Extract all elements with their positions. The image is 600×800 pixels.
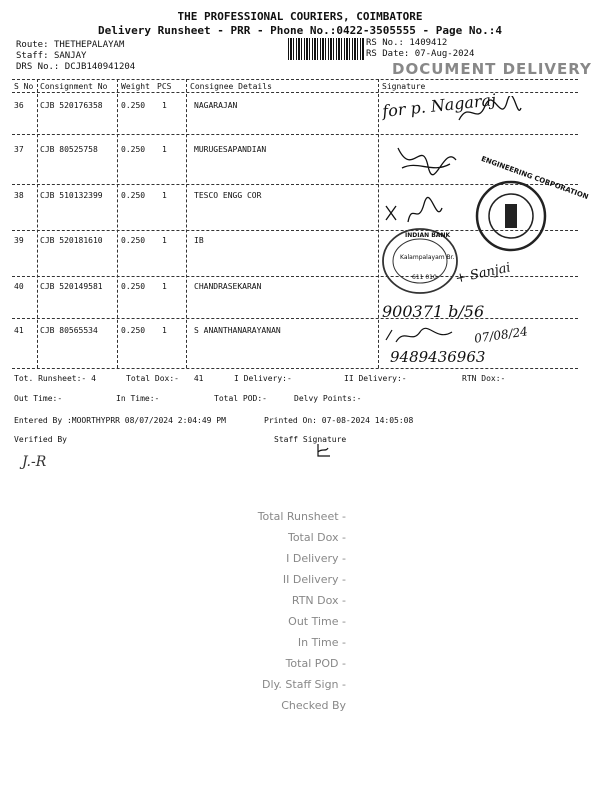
stamp-item: Total Dox - <box>287 531 346 544</box>
route-label: Route: <box>16 40 49 50</box>
row-pcs: 1 <box>162 236 167 245</box>
bank-seal-name: INDIAN BANK <box>405 232 451 239</box>
signature-row37 <box>392 138 462 182</box>
rs-date-value: 07-Aug-2024 <box>414 49 475 59</box>
row-divider <box>12 318 578 319</box>
total-dox-label: Total Dox:- <box>126 374 179 383</box>
row-consignment: CJB 80525758 <box>40 145 98 154</box>
col-header-pcs: PCS <box>157 82 172 91</box>
company-title: THE PROFESSIONAL COURIERS, COIMBATORE <box>177 10 423 23</box>
handwriting-row40-b: 900371 b/56 <box>382 302 485 321</box>
out-time: Out Time:- <box>14 394 63 403</box>
row-consignee: CHANDRASEKARAN <box>194 282 262 291</box>
row-pcs: 1 <box>162 145 167 154</box>
row-sno: 38 <box>14 191 24 200</box>
row-sno: 41 <box>14 326 24 335</box>
rs-date-label: RS Date: <box>366 49 410 59</box>
total-pod: Total POD:- <box>214 394 267 403</box>
stamp-item: II Delivery - <box>282 573 346 586</box>
delvy-points: Delvy Points:- <box>294 394 362 403</box>
row-consignment: CJB 520149581 <box>40 282 103 291</box>
row-weight: 0.250 <box>121 145 146 154</box>
signature-row36: for p. Nagaraj <box>381 90 497 121</box>
handwriting-row41-date: 07/08/24 <box>473 324 529 346</box>
route-value: THETHEPALAYAM <box>53 40 125 50</box>
verified-by: Verified By <box>14 435 67 444</box>
col-divider <box>117 79 118 368</box>
row-consignment: CJB 520176358 <box>40 101 103 110</box>
row-pcs: 1 <box>162 282 167 291</box>
table-bottom-rule <box>12 368 578 369</box>
total-dox <box>126 374 203 383</box>
route-line <box>16 40 124 50</box>
corporation-seal <box>473 178 549 254</box>
row-sno: 37 <box>14 145 24 154</box>
staff-label: Staff: <box>16 51 49 61</box>
row-consignee: IB <box>194 236 204 245</box>
printed-on: Printed On: 07-08-2024 14:05:08 <box>264 416 414 425</box>
row-consignee: MURUGESAPANDIAN <box>194 145 267 154</box>
col-header-weight: Weight <box>121 82 150 91</box>
table-top-rule <box>12 79 578 80</box>
stamp-item: Checked By <box>281 699 346 712</box>
row-pcs: 1 <box>162 101 167 110</box>
row-consignee: S ANANTHANARAYANAN <box>194 326 281 335</box>
rs-no-line <box>366 38 447 48</box>
row-consignee: NAGARAJAN <box>194 101 238 110</box>
barcode <box>288 38 364 60</box>
row-weight: 0.250 <box>121 326 146 335</box>
row-divider <box>12 134 578 135</box>
ii-delivery: II Delivery:- <box>344 374 407 383</box>
stamp-item: I Delivery - <box>286 552 346 565</box>
col-header-signature: Signature <box>382 82 426 91</box>
handwriting-row41-phone: 9489436963 <box>390 348 486 366</box>
row-pcs: 1 <box>162 191 167 200</box>
drs-label: DRS No.: <box>16 62 60 72</box>
row-weight: 0.250 <box>121 282 146 291</box>
row-sno: 39 <box>14 236 24 245</box>
col-header-sno: S No <box>14 82 34 91</box>
verified-signature: J.-R <box>22 454 47 470</box>
drs-value: DCJB140941204 <box>64 62 136 72</box>
row-weight: 0.250 <box>121 191 146 200</box>
rs-no-label: RS No.: <box>366 38 404 48</box>
staff-value: SANJAY <box>53 51 87 61</box>
i-delivery: I Delivery:- <box>234 374 292 383</box>
row-weight: 0.250 <box>121 236 146 245</box>
col-divider <box>186 79 187 368</box>
row-pcs: 1 <box>162 326 167 335</box>
bank-seal-branch: Kalampalayam Br. <box>400 254 455 261</box>
in-time: In Time:- <box>116 394 160 403</box>
total-dox-value: 41 <box>193 374 204 383</box>
handwriting-row40-a: + Sanjai <box>454 260 512 287</box>
signature-row41 <box>382 326 472 346</box>
staff-signature-mark <box>312 442 334 462</box>
col-header-consignment: Consignment No <box>40 82 108 91</box>
summary-line-1 <box>14 374 96 383</box>
row-weight: 0.250 <box>121 101 146 110</box>
stamp-item: Total POD - <box>285 657 346 670</box>
col-header-consignee: Consignee Details <box>190 82 272 91</box>
col-divider <box>378 79 379 368</box>
row-sno: 36 <box>14 101 24 110</box>
row-consignee: TESCO ENGG COR <box>194 191 262 200</box>
row-sno: 40 <box>14 282 24 291</box>
stamp-item: Total Runsheet - <box>257 510 346 523</box>
stamp-item: Out Time - <box>288 615 346 628</box>
signature-scribble-row36 <box>455 96 525 130</box>
rs-date-line <box>366 49 474 59</box>
runsheet-subtitle: Delivery Runsheet - PRR - Phone No.:0422-3505555 - Page No.:4 <box>98 24 502 37</box>
drs-line <box>16 62 135 72</box>
row-consignment: CJB 520181610 <box>40 236 103 245</box>
stamp-item: RTN Dox - <box>291 594 346 607</box>
row-consignment: CJB 510132399 <box>40 191 103 200</box>
document-delivery-stamp: DOCUMENT DELIVERY <box>392 60 592 78</box>
staff-line <box>16 51 86 61</box>
signature-row38 <box>382 196 472 230</box>
row-consignment: CJB 80565534 <box>40 326 98 335</box>
staff-signature: Staff Signature <box>274 435 347 444</box>
bank-seal-code: 611 010 <box>412 274 437 281</box>
corporation-seal-text: ENGINEERING CORPORATION <box>480 154 590 202</box>
rtn-dox: RTN Dox:- <box>462 374 506 383</box>
tot-runsheet: Tot. Runsheet:- 4 <box>14 374 96 383</box>
rubber-stamp-list <box>200 506 346 716</box>
stamp-item: In Time - <box>297 636 346 649</box>
col-divider <box>37 79 38 368</box>
stamp-item: Dly. Staff Sign - <box>261 678 346 691</box>
rs-no-value: 1409412 <box>409 38 448 48</box>
entered-by: Entered By :MOORTHYPRR 08/07/2024 2:04:49 PM <box>14 416 226 425</box>
